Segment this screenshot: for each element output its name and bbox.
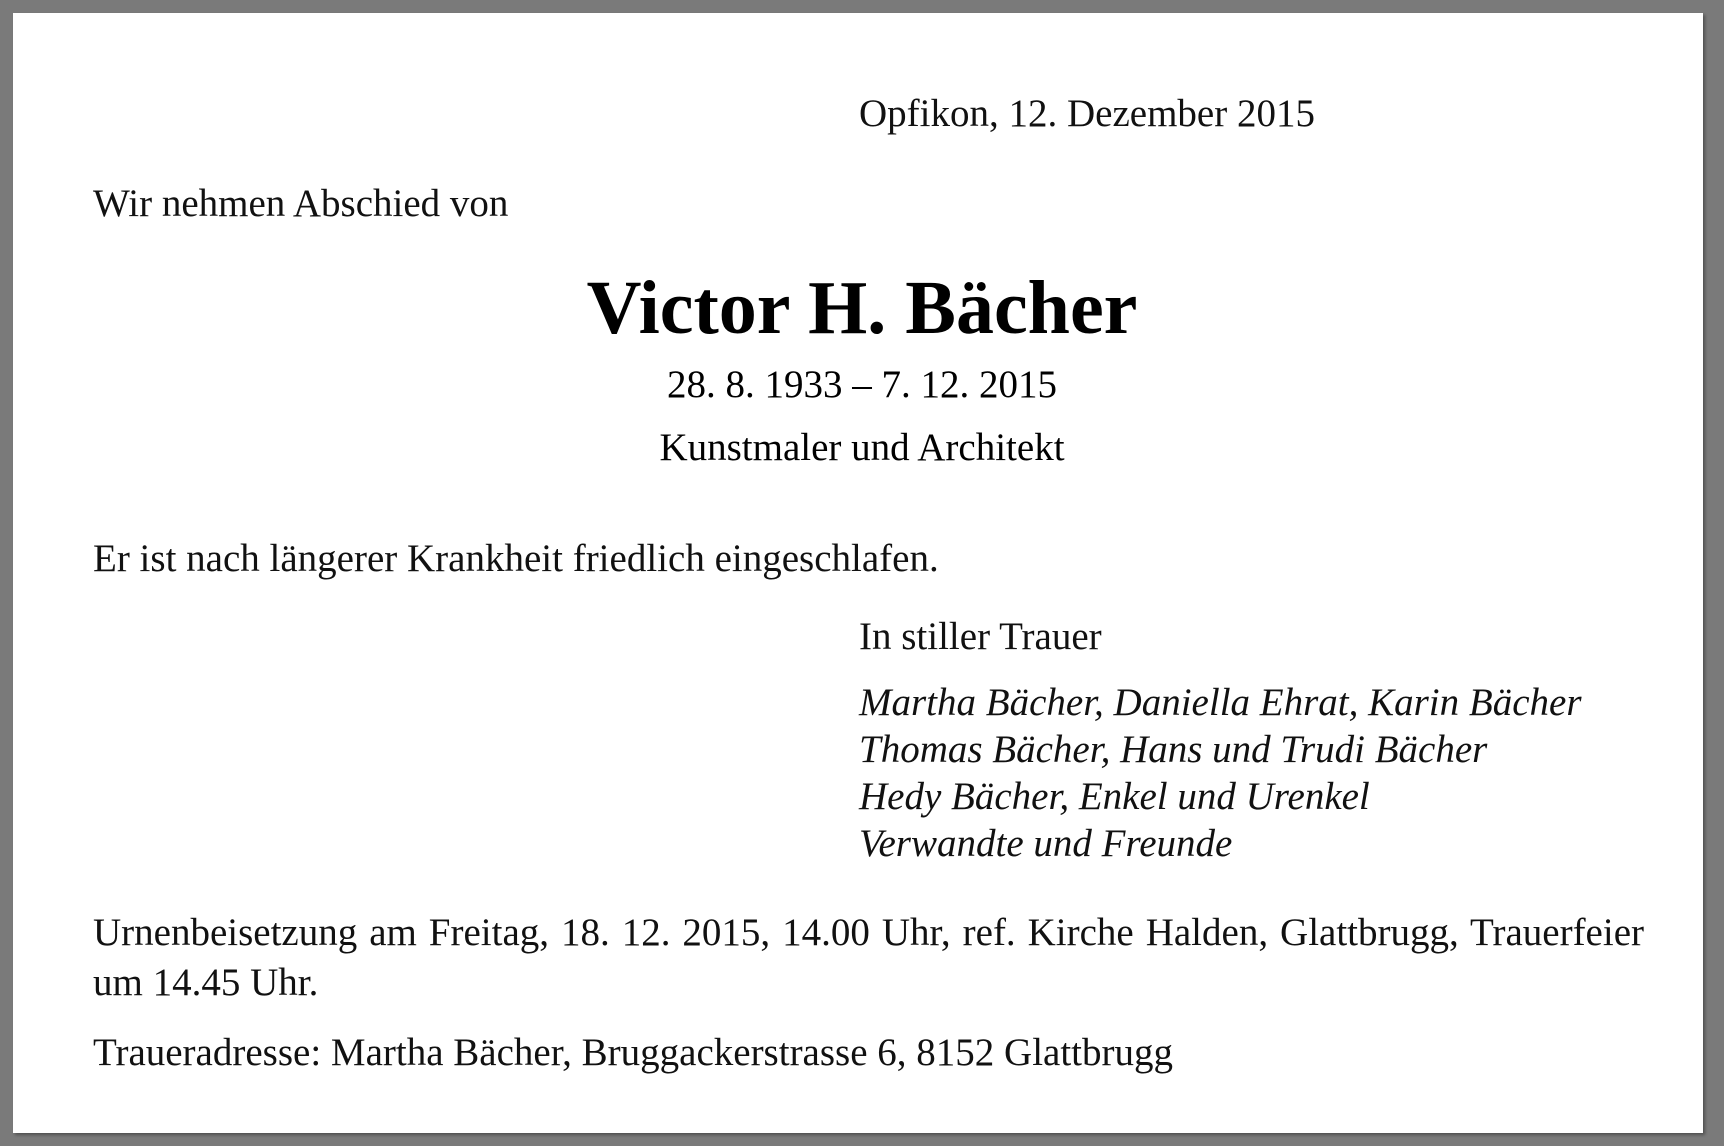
passing-statement: Er ist nach längerer Krankheit friedlich eingeschlafen. [93,537,939,580]
mourners-list [859,679,1582,867]
notice-body [13,13,1703,1133]
place-date: Opfikon, 12. Dezember 2015 [859,92,1315,135]
mourner-line: Thomas Bächer, Hans und Trudi Bächer [859,728,1488,771]
mourner-line: Verwandte und Freunde [859,822,1233,865]
mourner-line: Hedy Bächer, Enkel und Urenkel [859,775,1370,818]
mourning-heading: In stiller Trauer [859,615,1102,658]
mourner-line: Martha Bächer, Daniella Ehrat, Karin Bächer [859,681,1582,724]
lifespan-dates: 28. 8. 1933 – 7. 12. 2015 [667,363,1057,406]
mourning-address: Traueradresse: Martha Bächer, Bruggackerstrasse 6, 8152 Glattbrugg [93,1031,1174,1074]
intro-text: Wir nehmen Abschied von [93,182,509,225]
burial-details: Urnenbeisetzung am Freitag, 18. 12. 2015, 14.00 Uhr, ref. Kirche Halden, Glattbrugg, Trauerfeier um 14.45 Uhr. [93,911,1644,1004]
profession: Kunstmaler und Architekt [659,426,1065,469]
deceased-name: Victor H. Bächer [586,266,1138,350]
